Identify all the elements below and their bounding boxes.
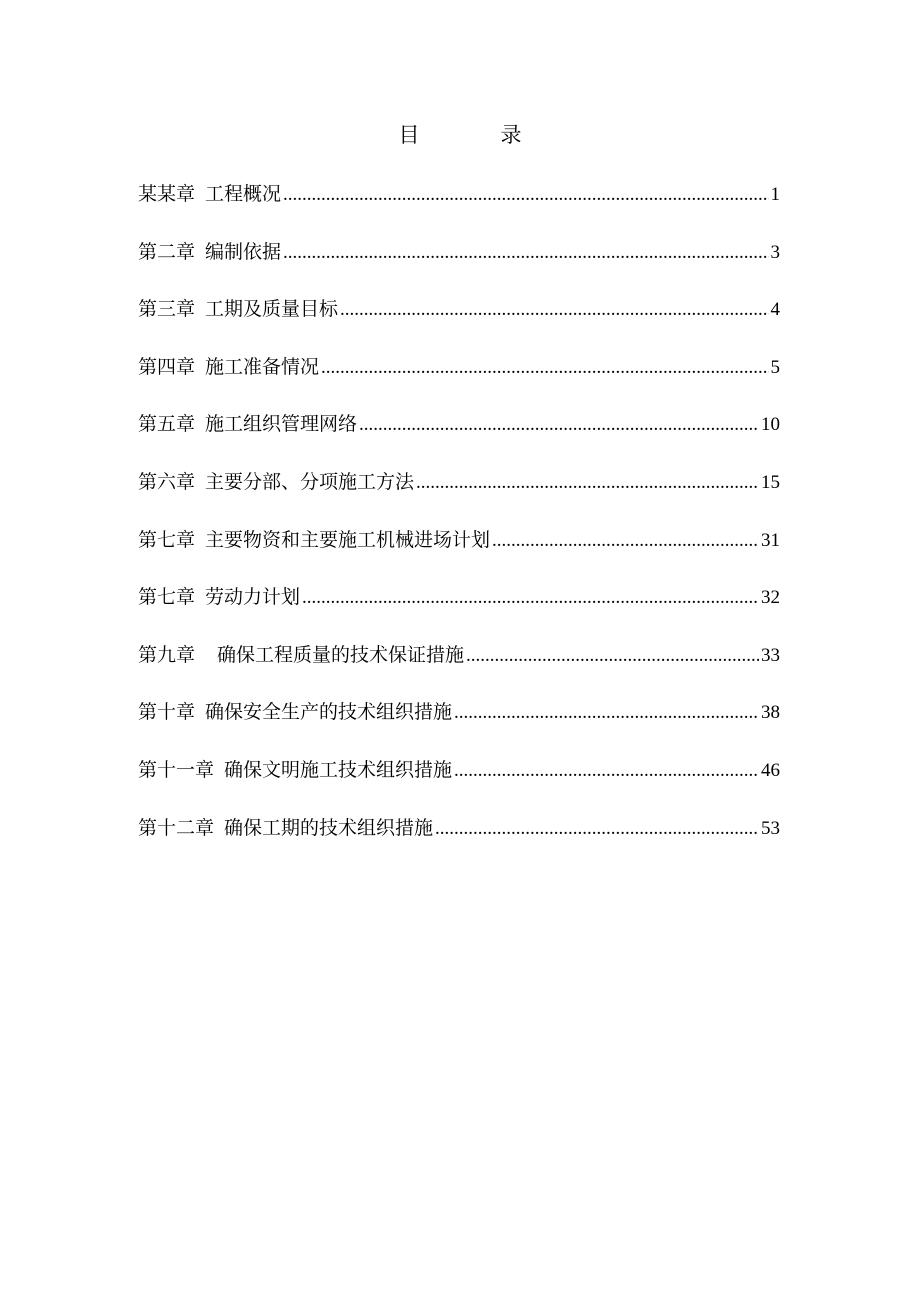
toc-chapter-label: 第十章 [138,701,196,724]
toc-page-number: 53 [761,817,780,839]
toc-page-number: 38 [761,702,780,724]
toc-page-number: 1 [770,184,780,205]
toc-dot-leader [492,525,759,557]
toc-chapter-title: 工程概况 [205,183,282,205]
toc-entry[interactable] [138,466,780,524]
toc-chapter-label: 第九章 [138,643,196,666]
toc-page-number: 15 [761,471,780,493]
toc-entry[interactable] [138,754,780,812]
toc-chapter-title: 编制依据 [205,240,282,263]
toc-chapter-label: 第十二章 [138,816,215,839]
toc-entry[interactable] [138,696,780,754]
toc-page-number: 4 [770,299,780,321]
toc-dot-leader [416,467,759,499]
toc-chapter-title: 主要物资和主要施工机械进场计划 [205,528,491,551]
toc-entry[interactable] [138,639,780,697]
toc-entry[interactable] [138,351,780,409]
toc-dot-leader [283,237,768,269]
toc-dot-leader [340,294,768,326]
toc-chapter-title: 劳动力计划 [205,586,301,609]
toc-chapter-title: 工期及质量目标 [205,298,339,321]
toc-entry[interactable] [138,408,780,466]
toc-chapter-label: 第十一章 [138,758,215,781]
toc-chapter-title: 主要分部、分项施工方法 [205,470,415,493]
toc-entry[interactable] [138,581,780,639]
toc-page-number: 32 [761,587,780,609]
toc-page-number: 5 [770,356,780,378]
toc-dot-leader [454,697,759,729]
toc-entry[interactable] [138,812,780,870]
toc-chapter-label: 第五章 [138,413,196,436]
toc-entry[interactable] [138,236,780,294]
toc-chapter-label: 第七章 [138,586,196,609]
toc-page-number: 10 [761,414,780,436]
toc-entry[interactable] [138,293,780,351]
toc-dot-leader [283,179,768,211]
toc-chapter-label: 第四章 [138,355,196,378]
toc-title: 目 录 [398,123,552,147]
toc-dot-leader [435,813,759,845]
toc-chapter-label: 第二章 [138,240,196,263]
toc-page-number: 31 [761,529,780,551]
toc-chapter-title: 确保文明施工技术组织措施 [224,758,453,781]
toc-chapter-title: 确保工程质量的技术保证措施 [217,643,465,666]
toc-dot-leader [302,582,759,614]
toc-list [138,178,780,869]
toc-dot-leader [466,640,759,672]
toc-chapter-title: 确保安全生产的技术组织措施 [205,701,453,724]
toc-chapter-label: 第六章 [138,470,196,493]
toc-dot-leader [359,409,759,441]
toc-chapter-label: 第七章 [138,528,196,551]
toc-page-number: 46 [761,759,780,781]
toc-chapter-title: 施工组织管理网络 [205,413,358,436]
toc-dot-leader [454,755,759,787]
toc-page-number: 3 [770,241,780,263]
toc-dot-leader [321,352,768,384]
toc-chapter-title: 施工准备情况 [205,355,320,378]
toc-chapter-title: 确保工期的技术组织措施 [224,816,434,839]
toc-entry[interactable] [138,524,780,582]
toc-entry[interactable] [138,178,780,236]
toc-page-number: 33 [761,644,780,666]
toc-chapter-label: 某某章 [138,183,196,205]
toc-chapter-label: 第三章 [138,298,196,321]
